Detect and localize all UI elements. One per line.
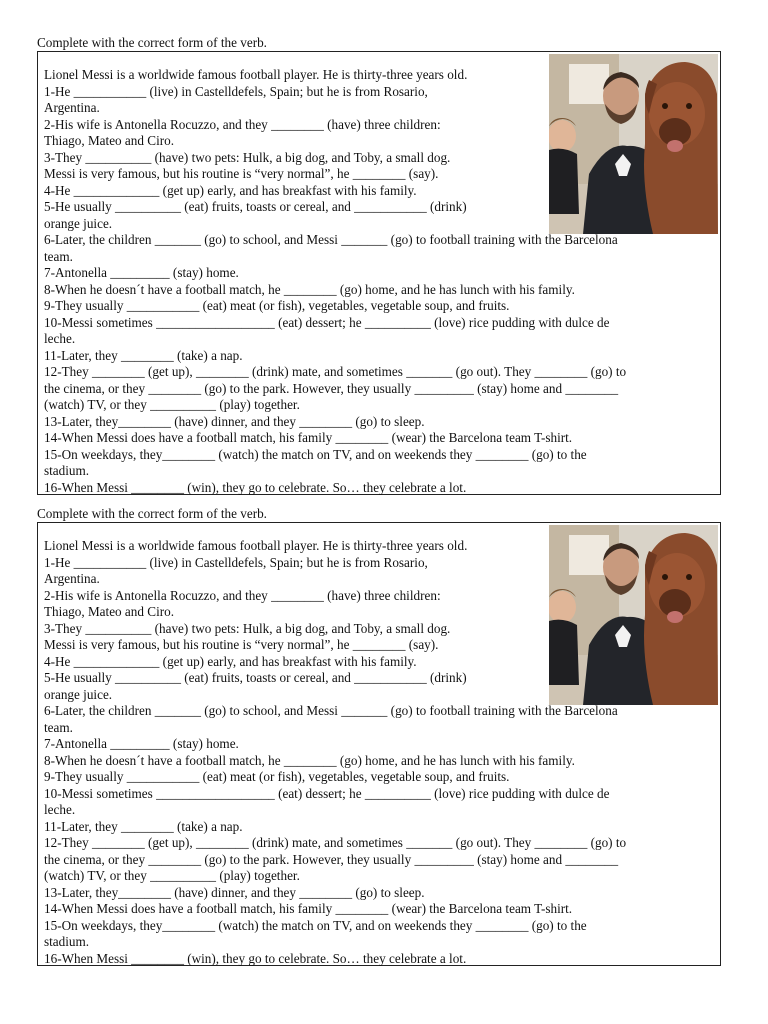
- exercise-line: stadium.: [44, 463, 90, 478]
- exercise-line: 16-When Messi ________ (win), they go to celebrate. So… they celebrate a lot.: [44, 950, 467, 966]
- exercise-line: 5-He usually __________ (eat) fruits, toasts or cereal, and ___________ (drink): [44, 670, 467, 685]
- exercise-line: Argentina.: [44, 100, 100, 115]
- exercise-line: Messi is very famous, but his routine is “very normal”, he ________ (say).: [44, 637, 439, 652]
- exercise-line: 6-Later, the children _______ (go) to school, and Messi _______ (go) to football training with the Barcelona: [44, 703, 618, 718]
- exercise-line: 9-They usually ___________ (eat) meat (or fish), vegetables, vegetable soup, and fruits.: [44, 769, 510, 784]
- exercise-line: 16-When Messi ________ (win), they go to celebrate. So… they celebrate a lot.: [44, 479, 467, 495]
- instruction-text: Complete with the correct form of the verb.: [37, 506, 267, 521]
- exercise-line: 12-They ________ (get up), ________ (drink) mate, and sometimes _______ (go out). They ________ (go) to: [44, 835, 627, 850]
- exercise-line: 3-They __________ (have) two pets: Hulk, a big dog, and Toby, a small dog.: [44, 620, 451, 636]
- exercise-line: 14-When Messi does have a football match, his family ________ (wear) the Barcelona team T-shirt.: [44, 430, 573, 445]
- exercise-line: 8-When he doesn´t have a football match, he ________ (go) home, and he has lunch with his family.: [44, 752, 575, 768]
- exercise-line: orange juice.: [44, 686, 113, 702]
- exercise-line: 6-Later, the children _______ (go) to school, and Messi _______ (go) to football training with the Barcelona: [44, 232, 618, 247]
- exercise-line: Thiago, Mateo and Ciro.: [44, 604, 175, 619]
- exercise-line: 1-He ___________ (live) in Castelldefels, Spain; but he is from Rosario,: [44, 83, 428, 99]
- exercise-line: 15-On weekdays, they________ (watch) the match on TV, and on weekends they ________ (go) to the: [44, 917, 587, 933]
- exercise-line: 7-Antonella _________ (stay) home.: [44, 265, 239, 280]
- exercise-line: Argentina.: [44, 571, 100, 586]
- exercise-line: 8-When he doesn´t have a football match, he ________ (go) home, and he has lunch with his family.: [44, 281, 575, 297]
- exercise-line: 1-He ___________ (live) in Castelldefels, Spain; but he is from Rosario,: [44, 554, 428, 570]
- intro-line: Lionel Messi is a worldwide famous football player. He is thirty-three years old.: [44, 67, 468, 82]
- exercise-line: 10-Messi sometimes __________________ (eat) dessert; he __________ (love) rice pudding with dulce de: [44, 314, 610, 330]
- exercise-line: orange juice.: [44, 215, 113, 231]
- exercise-line: (watch) TV, or they __________ (play) together.: [44, 868, 300, 883]
- exercise-line: 4-He _____________ (get up) early, and has breakfast with his family.: [44, 182, 417, 198]
- intro-line: Lionel Messi is a worldwide famous football player. He is thirty-three years old.: [44, 538, 468, 553]
- exercise-line: 9-They usually ___________ (eat) meat (or fish), vegetables, vegetable soup, and fruits.: [44, 298, 510, 313]
- exercise-line: Messi is very famous, but his routine is “very normal”, he ________ (say).: [44, 166, 439, 181]
- instruction-text: Complete with the correct form of the verb.: [37, 35, 267, 50]
- exercise-text: [44, 538, 720, 967]
- exercise-line: 5-He usually __________ (eat) fruits, toasts or cereal, and ___________ (drink): [44, 199, 467, 214]
- exercise-line: team.: [44, 719, 73, 735]
- exercise-line: 14-When Messi does have a football match, his family ________ (wear) the Barcelona team T-shirt.: [44, 901, 573, 916]
- exercise-line: 2-His wife is Antonella Rocuzzo, and they ________ (have) three children:: [44, 116, 441, 132]
- exercise-line: 12-They ________ (get up), ________ (drink) mate, and sometimes _______ (go out). They ________ (go) to: [44, 364, 627, 379]
- exercise-line: leche.: [44, 802, 76, 817]
- exercise-line: 3-They __________ (have) two pets: Hulk, a big dog, and Toby, a small dog.: [44, 149, 451, 165]
- exercise-line: (watch) TV, or they __________ (play) together.: [44, 397, 300, 412]
- exercise-line: 7-Antonella _________ (stay) home.: [44, 736, 239, 751]
- exercise-text: [44, 67, 720, 496]
- exercise-line: the cinema, or they ________ (go) to the park. However, they usually _________ (stay) home and ________: [44, 851, 619, 867]
- exercise-line: team.: [44, 248, 73, 264]
- exercise-line: leche.: [44, 331, 76, 346]
- exercise-line: 2-His wife is Antonella Rocuzzo, and they ________ (have) three children:: [44, 587, 441, 603]
- exercise-line: 4-He _____________ (get up) early, and has breakfast with his family.: [44, 653, 417, 669]
- exercise-line: 10-Messi sometimes __________________ (eat) dessert; he __________ (love) rice pudding with dulce de: [44, 785, 610, 801]
- exercise-line: 15-On weekdays, they________ (watch) the match on TV, and on weekends they ________ (go) to the: [44, 446, 587, 462]
- exercise-line: 13-Later, they________ (have) dinner, and they ________ (go) to sleep.: [44, 884, 425, 900]
- exercise-line: stadium.: [44, 934, 90, 949]
- exercise-line: 11-Later, they ________ (take) a nap.: [44, 347, 243, 363]
- exercise-line: 11-Later, they ________ (take) a nap.: [44, 818, 243, 834]
- exercise-line: the cinema, or they ________ (go) to the park. However, they usually _________ (stay) home and ________: [44, 380, 619, 396]
- exercise-line: 13-Later, they________ (have) dinner, and they ________ (go) to sleep.: [44, 413, 425, 429]
- exercise-line: Thiago, Mateo and Ciro.: [44, 133, 175, 148]
